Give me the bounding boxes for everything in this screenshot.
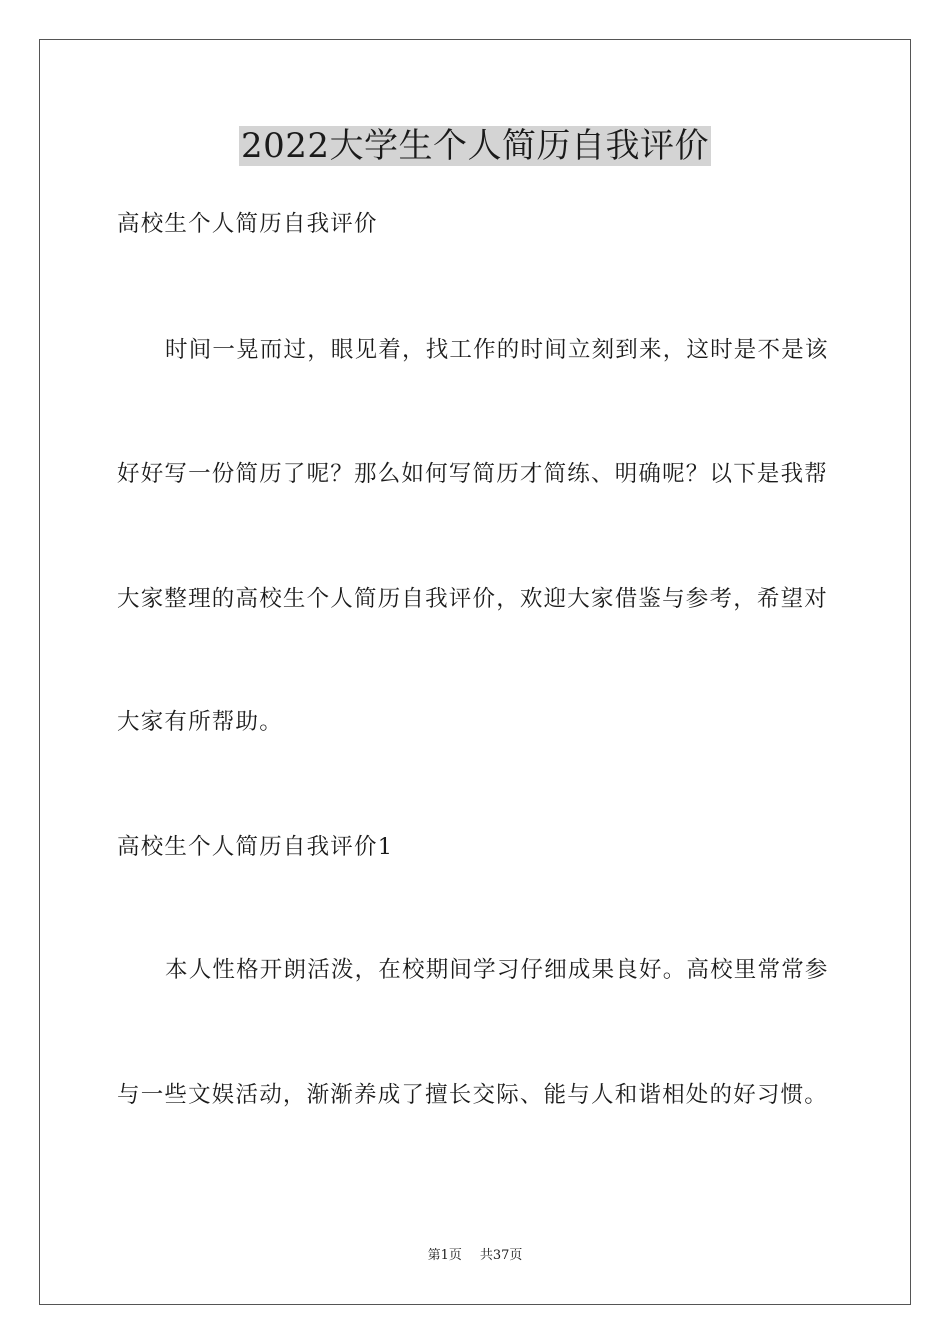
- paragraph-line: 与一些文娱活动，渐渐养成了擅长交际、能与人和谐相处的好习惯。: [117, 1082, 829, 1108]
- paragraph-line: 大家整理的高校生个人简历自我评价，欢迎大家借鉴与参考，希望对: [117, 586, 829, 612]
- paragraph-line: 本人性格开朗活泼，在校期间学习仔细成果良好。高校里常常参: [165, 957, 829, 983]
- page-number: 第1页: [427, 1248, 462, 1263]
- paragraph-line: 好好写一份简历了呢？那么如何写简历才简练、明确呢？以下是我帮: [117, 461, 829, 487]
- section-heading: 高校生个人简历自我评价: [117, 211, 378, 237]
- document-title: [0, 124, 950, 168]
- page-total: 共37页: [479, 1248, 523, 1263]
- paragraph-line: 大家有所帮助。: [117, 709, 283, 735]
- section-heading: 高校生个人简历自我评价1: [117, 834, 394, 860]
- document-title-text: 2022大学生个人简历自我评价: [240, 126, 710, 166]
- page-footer: [0, 1247, 950, 1265]
- paragraph-line: 时间一晃而过，眼见着，找工作的时间立刻到来，这时是不是该: [165, 337, 829, 363]
